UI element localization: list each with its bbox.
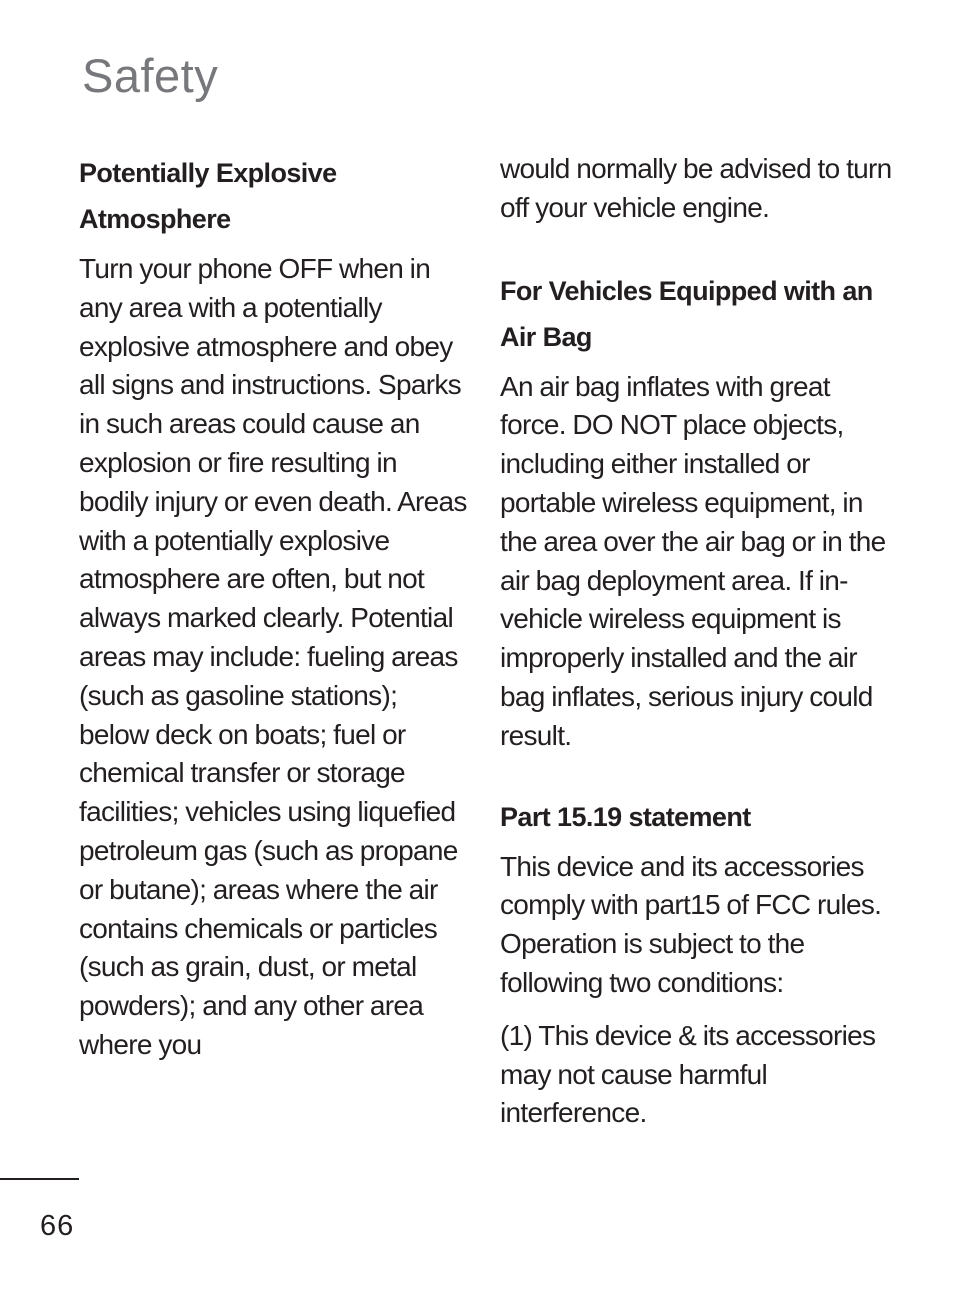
part15-text: This device and its accessories comply with part15 of FCC rules. Operation is subject to the following two conditions: xyxy=(500,850,882,998)
page-title: Safety xyxy=(82,49,219,102)
page-number: 66 xyxy=(40,1210,75,1242)
continuation-text: would normally be advised to turn off your vehicle engine. xyxy=(500,153,892,223)
condition-1-text: (1) This device & its accessories may not cause harmful interference. xyxy=(500,1019,876,1129)
right-column xyxy=(500,150,892,1133)
airbag-heading: For Vehicles Equipped with an Air Bag xyxy=(500,275,873,352)
part15-heading: Part 15.19 statement xyxy=(500,801,751,832)
footer-rule xyxy=(0,1178,79,1180)
explosive-atmosphere-text: Turn your phone OFF when in any area with a potentially explosive atmosphere and obey all signs and instructions. Sparks in such areas could cause an explosion or fire resulting in bodily injury or even death. Areas with a potentially explosive atmosphere are often, but not always marked clearly. Potential areas may include: fueling areas (such as gasoline stations); below deck on boats; fuel or chemical transfer or storage facilities; vehicles using liquefied petroleum gas (such as propane or butane); areas where the air contains chemicals or particles (such as grain, dust, or metal powders); and any other area where you xyxy=(79,253,467,1060)
explosive-atmosphere-heading: Potentially Explosive Atmosphere xyxy=(79,158,337,234)
left-column xyxy=(79,150,471,1065)
airbag-text: An air bag inflates with great force. DO NOT place objects, including either installed or portable wireless equipment, in the area over the air bag or in the air bag deployment area. If in-vehicle wireless equipment is improperly installed and the air bag inflates, serious injury could result. xyxy=(500,370,886,751)
